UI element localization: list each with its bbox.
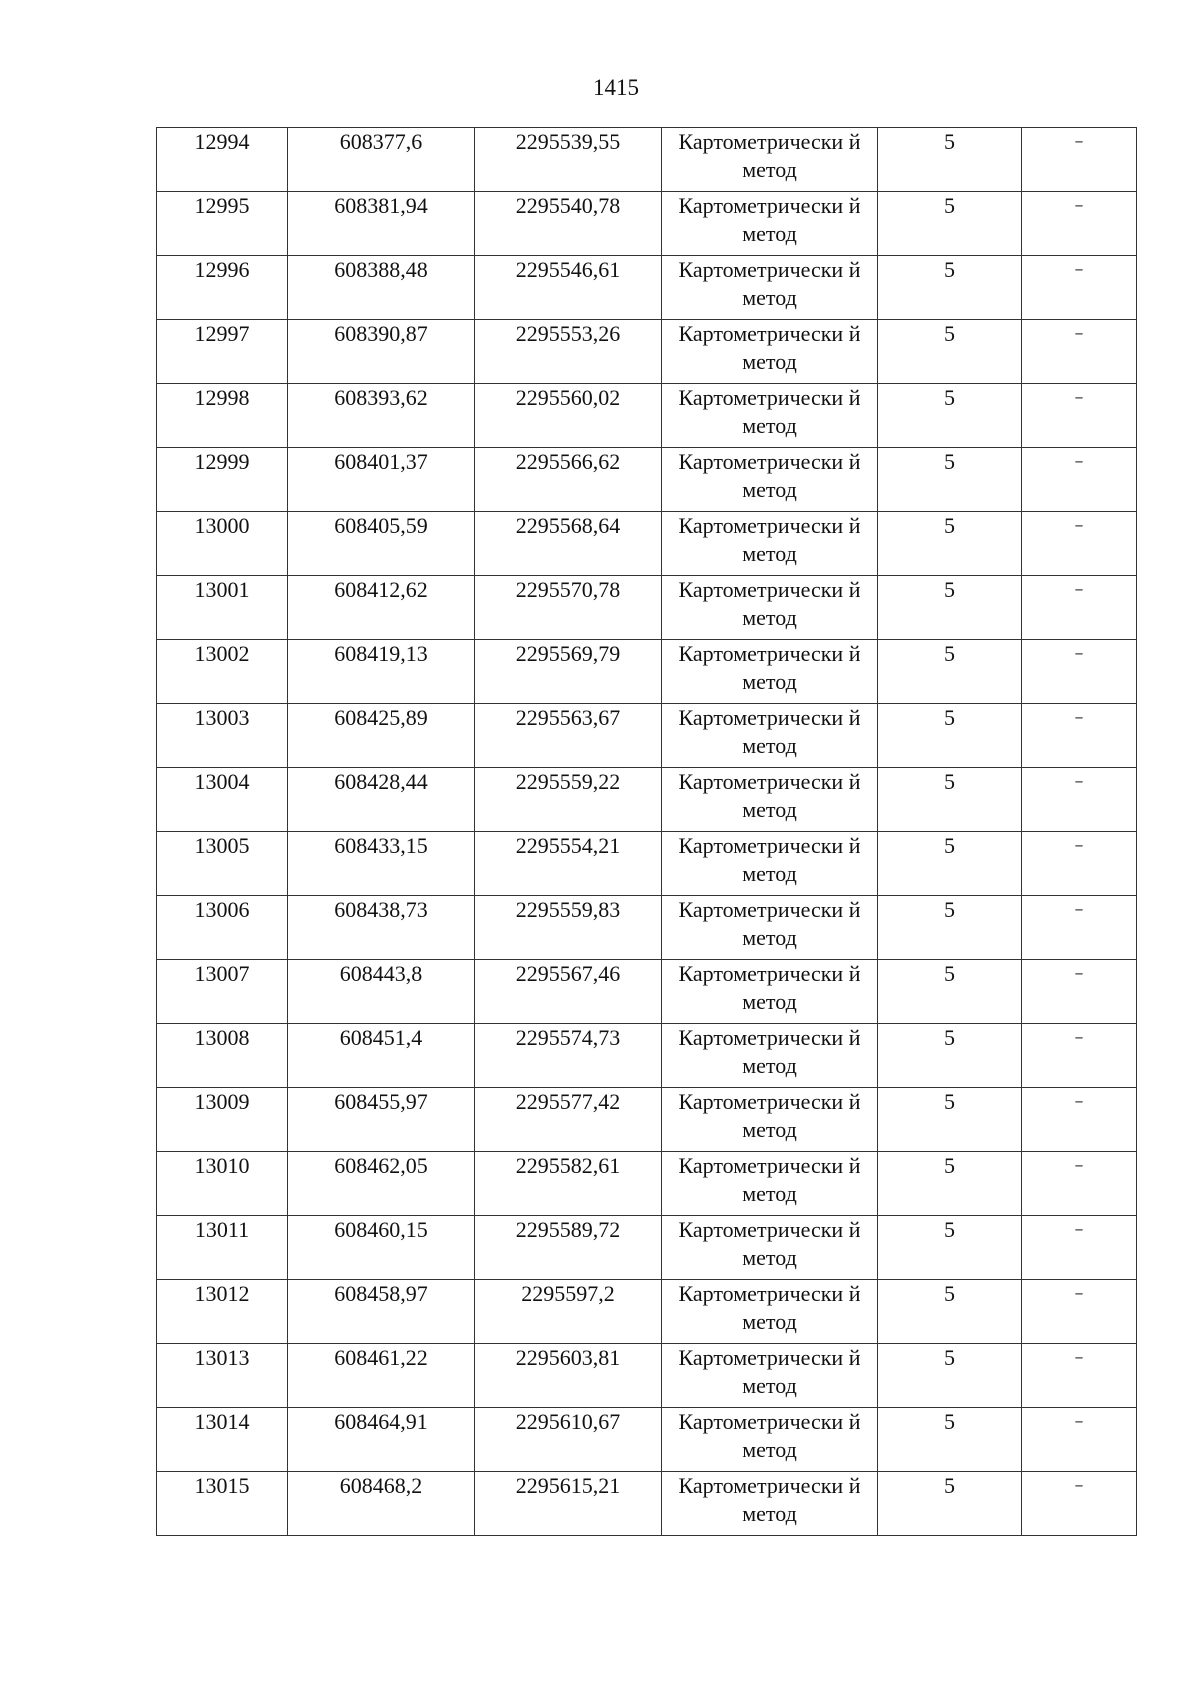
y-coordinate-cell — [475, 640, 662, 704]
note-cell — [1022, 192, 1137, 256]
method-cell — [662, 1088, 878, 1152]
point-number: 12994 — [194, 129, 250, 154]
x-coordinate: 608468,2 — [339, 1473, 423, 1498]
note-cell — [1022, 320, 1137, 384]
note: – — [1074, 515, 1084, 536]
y-coordinate-cell — [475, 1344, 662, 1408]
method: Картометрически й метод — [678, 833, 861, 886]
x-coordinate: 608455,97 — [334, 1089, 428, 1114]
point-number: 12999 — [194, 449, 250, 474]
x-coordinate-cell — [288, 256, 475, 320]
x-coordinate-cell — [288, 576, 475, 640]
method-cell — [662, 1024, 878, 1088]
y-coordinate-cell — [475, 1216, 662, 1280]
x-coordinate-cell — [288, 448, 475, 512]
note-cell — [1022, 960, 1137, 1024]
x-coordinate-cell — [288, 320, 475, 384]
y-coordinate-cell — [475, 896, 662, 960]
note-cell — [1022, 576, 1137, 640]
page-number: 1415 — [593, 75, 639, 100]
method: Картометрически й метод — [678, 1025, 861, 1078]
point-number: 13005 — [194, 833, 250, 858]
point-number-cell — [157, 1216, 288, 1280]
note-cell — [1022, 832, 1137, 896]
y-coordinate-cell — [475, 768, 662, 832]
y-coordinate: 2295553,26 — [515, 321, 621, 346]
x-coordinate: 608377,6 — [339, 129, 423, 154]
x-coordinate: 608461,22 — [334, 1345, 428, 1370]
y-coordinate-cell — [475, 1408, 662, 1472]
accuracy-cell — [878, 896, 1022, 960]
y-coordinate: 2295589,72 — [515, 1217, 621, 1242]
point-number-cell — [157, 128, 288, 192]
y-coordinate-cell — [475, 448, 662, 512]
table-row — [157, 640, 1137, 704]
point-number-cell — [157, 320, 288, 384]
method: Картометрически й метод — [678, 257, 861, 310]
accuracy-cell — [878, 1088, 1022, 1152]
accuracy-cell — [878, 704, 1022, 768]
point-number: 13009 — [194, 1089, 250, 1114]
table-body — [157, 128, 1137, 1536]
x-coordinate: 608405,59 — [334, 513, 428, 538]
accuracy: 5 — [944, 1089, 955, 1114]
method-cell — [662, 896, 878, 960]
table-row — [157, 1024, 1137, 1088]
point-number: 12995 — [194, 193, 250, 218]
method-cell — [662, 640, 878, 704]
y-coordinate: 2295610,67 — [515, 1409, 621, 1434]
y-coordinate-cell — [475, 1152, 662, 1216]
y-coordinate-cell — [475, 1472, 662, 1536]
note-cell — [1022, 1152, 1137, 1216]
method: Картометрически й метод — [678, 961, 861, 1014]
y-coordinate-cell — [475, 960, 662, 1024]
y-coordinate: 2295569,79 — [515, 641, 621, 666]
y-coordinate: 2295615,21 — [515, 1473, 621, 1498]
note: – — [1074, 1411, 1084, 1432]
method: Картометрически й метод — [678, 1473, 861, 1526]
y-coordinate: 2295559,83 — [515, 897, 621, 922]
point-number-cell — [157, 1152, 288, 1216]
x-coordinate-cell — [288, 1152, 475, 1216]
method-cell — [662, 704, 878, 768]
note-cell — [1022, 512, 1137, 576]
note: – — [1074, 1347, 1084, 1368]
x-coordinate-cell — [288, 384, 475, 448]
method: Картометрически й метод — [678, 1089, 861, 1142]
method: Картометрически й метод — [678, 1409, 861, 1462]
table-row — [157, 256, 1137, 320]
note-cell — [1022, 1088, 1137, 1152]
table-row — [157, 832, 1137, 896]
accuracy: 5 — [944, 1473, 955, 1498]
accuracy-cell — [878, 512, 1022, 576]
point-number-cell — [157, 640, 288, 704]
accuracy-cell — [878, 192, 1022, 256]
accuracy-cell — [878, 1408, 1022, 1472]
method-cell — [662, 448, 878, 512]
point-number: 13007 — [194, 961, 250, 986]
y-coordinate-cell — [475, 512, 662, 576]
point-number: 13001 — [194, 577, 250, 602]
x-coordinate-cell — [288, 512, 475, 576]
accuracy: 5 — [944, 1281, 955, 1306]
y-coordinate-cell — [475, 832, 662, 896]
note: – — [1074, 707, 1084, 728]
x-coordinate-cell — [288, 192, 475, 256]
accuracy: 5 — [944, 1025, 955, 1050]
method-cell — [662, 320, 878, 384]
table-row — [157, 576, 1137, 640]
accuracy-cell — [878, 384, 1022, 448]
x-coordinate-cell — [288, 768, 475, 832]
accuracy-cell — [878, 1280, 1022, 1344]
table-row — [157, 384, 1137, 448]
point-number: 13012 — [194, 1281, 250, 1306]
note: – — [1074, 387, 1084, 408]
point-number-cell — [157, 704, 288, 768]
accuracy: 5 — [944, 705, 955, 730]
x-coordinate-cell — [288, 128, 475, 192]
point-number-cell — [157, 512, 288, 576]
point-number: 13004 — [194, 769, 250, 794]
x-coordinate: 608390,87 — [334, 321, 428, 346]
table-row — [157, 448, 1137, 512]
y-coordinate: 2295570,78 — [515, 577, 621, 602]
note: – — [1074, 963, 1084, 984]
note-cell — [1022, 256, 1137, 320]
method: Картометрически й метод — [678, 193, 861, 246]
method: Картометрически й метод — [678, 449, 861, 502]
y-coordinate-cell — [475, 576, 662, 640]
point-number-cell — [157, 1280, 288, 1344]
note: – — [1074, 899, 1084, 920]
point-number: 13010 — [194, 1153, 250, 1178]
note: – — [1074, 1283, 1084, 1304]
table-row — [157, 1344, 1137, 1408]
accuracy-cell — [878, 640, 1022, 704]
x-coordinate-cell — [288, 832, 475, 896]
y-coordinate: 2295582,61 — [515, 1153, 621, 1178]
y-coordinate: 2295539,55 — [515, 129, 621, 154]
note: – — [1074, 579, 1084, 600]
note-cell — [1022, 128, 1137, 192]
method: Картометрически й метод — [678, 897, 861, 950]
x-coordinate: 608425,89 — [334, 705, 428, 730]
point-number: 13002 — [194, 641, 250, 666]
point-number-cell — [157, 1024, 288, 1088]
point-number: 13014 — [194, 1409, 250, 1434]
x-coordinate: 608388,48 — [334, 257, 428, 282]
method: Картометрически й метод — [678, 769, 861, 822]
accuracy: 5 — [944, 641, 955, 666]
y-coordinate-cell — [475, 1280, 662, 1344]
table-row — [157, 1472, 1137, 1536]
x-coordinate: 608412,62 — [334, 577, 428, 602]
point-number-cell — [157, 896, 288, 960]
method-cell — [662, 192, 878, 256]
method-cell — [662, 384, 878, 448]
accuracy-cell — [878, 256, 1022, 320]
y-coordinate: 2295568,64 — [515, 513, 621, 538]
note: – — [1074, 195, 1084, 216]
y-coordinate: 2295603,81 — [515, 1345, 621, 1370]
y-coordinate-cell — [475, 320, 662, 384]
accuracy-cell — [878, 576, 1022, 640]
table-row — [157, 128, 1137, 192]
note: – — [1074, 323, 1084, 344]
table-row — [157, 512, 1137, 576]
method: Картометрически й метод — [678, 1153, 861, 1206]
point-number: 12996 — [194, 257, 250, 282]
note: – — [1074, 1027, 1084, 1048]
note-cell — [1022, 1344, 1137, 1408]
point-number-cell — [157, 1472, 288, 1536]
x-coordinate: 608443,8 — [339, 961, 423, 986]
point-number: 13013 — [194, 1345, 250, 1370]
table-row — [157, 1152, 1137, 1216]
method: Картометрически й метод — [678, 321, 861, 374]
x-coordinate: 608393,62 — [334, 385, 428, 410]
note: – — [1074, 1475, 1084, 1496]
x-coordinate: 608464,91 — [334, 1409, 428, 1434]
table-row — [157, 704, 1137, 768]
y-coordinate-cell — [475, 1088, 662, 1152]
accuracy-cell — [878, 320, 1022, 384]
method: Картометрически й метод — [678, 513, 861, 566]
point-number-cell — [157, 768, 288, 832]
accuracy-cell — [878, 1024, 1022, 1088]
y-coordinate-cell — [475, 128, 662, 192]
y-coordinate-cell — [475, 384, 662, 448]
method: Картометрически й метод — [678, 1217, 861, 1270]
accuracy: 5 — [944, 129, 955, 154]
accuracy-cell — [878, 1344, 1022, 1408]
note-cell — [1022, 704, 1137, 768]
method: Картометрически й метод — [678, 705, 861, 758]
point-number-cell — [157, 448, 288, 512]
y-coordinate-cell — [475, 256, 662, 320]
accuracy: 5 — [944, 769, 955, 794]
method: Картометрически й метод — [678, 1281, 861, 1334]
x-coordinate: 608451,4 — [339, 1025, 423, 1050]
x-coordinate-cell — [288, 960, 475, 1024]
method: Картометрически й метод — [678, 129, 861, 182]
x-coordinate: 608438,73 — [334, 897, 428, 922]
accuracy-cell — [878, 1152, 1022, 1216]
method-cell — [662, 1344, 878, 1408]
x-coordinate: 608462,05 — [334, 1153, 428, 1178]
x-coordinate: 608381,94 — [334, 193, 428, 218]
note: – — [1074, 1219, 1084, 1240]
method-cell — [662, 1472, 878, 1536]
method-cell — [662, 256, 878, 320]
x-coordinate-cell — [288, 1088, 475, 1152]
coordinates-table — [156, 127, 1137, 1536]
x-coordinate-cell — [288, 704, 475, 768]
point-number: 12997 — [194, 321, 250, 346]
y-coordinate-cell — [475, 1024, 662, 1088]
note-cell — [1022, 1024, 1137, 1088]
method-cell — [662, 576, 878, 640]
method-cell — [662, 1280, 878, 1344]
x-coordinate-cell — [288, 1472, 475, 1536]
point-number-cell — [157, 832, 288, 896]
point-number-cell — [157, 960, 288, 1024]
table-row — [157, 1280, 1137, 1344]
y-coordinate-cell — [475, 704, 662, 768]
method-cell — [662, 768, 878, 832]
x-coordinate-cell — [288, 1280, 475, 1344]
accuracy: 5 — [944, 1409, 955, 1434]
x-coordinate-cell — [288, 1408, 475, 1472]
point-number-cell — [157, 384, 288, 448]
accuracy-cell — [878, 448, 1022, 512]
method-cell — [662, 832, 878, 896]
x-coordinate: 608428,44 — [334, 769, 428, 794]
note-cell — [1022, 1216, 1137, 1280]
method-cell — [662, 128, 878, 192]
note: – — [1074, 1091, 1084, 1112]
x-coordinate-cell — [288, 1344, 475, 1408]
accuracy-cell — [878, 960, 1022, 1024]
y-coordinate: 2295597,2 — [521, 1281, 615, 1306]
table-row — [157, 1408, 1137, 1472]
x-coordinate: 608419,13 — [334, 641, 428, 666]
note-cell — [1022, 1280, 1137, 1344]
point-number-cell — [157, 1088, 288, 1152]
method-cell — [662, 1408, 878, 1472]
accuracy: 5 — [944, 257, 955, 282]
method-cell — [662, 960, 878, 1024]
y-coordinate: 2295546,61 — [515, 257, 621, 282]
accuracy: 5 — [944, 961, 955, 986]
method: Картометрически й метод — [678, 385, 861, 438]
point-number-cell — [157, 1408, 288, 1472]
x-coordinate-cell — [288, 896, 475, 960]
note: – — [1074, 1155, 1084, 1176]
accuracy: 5 — [944, 513, 955, 538]
accuracy-cell — [878, 832, 1022, 896]
point-number: 13000 — [194, 513, 250, 538]
y-coordinate: 2295560,02 — [515, 385, 621, 410]
point-number-cell — [157, 576, 288, 640]
y-coordinate: 2295566,62 — [515, 449, 621, 474]
point-number: 13011 — [194, 1217, 250, 1242]
note-cell — [1022, 448, 1137, 512]
point-number: 13003 — [194, 705, 250, 730]
x-coordinate-cell — [288, 640, 475, 704]
accuracy: 5 — [944, 577, 955, 602]
note-cell — [1022, 384, 1137, 448]
point-number: 13006 — [194, 897, 250, 922]
accuracy-cell — [878, 1216, 1022, 1280]
x-coordinate: 608460,15 — [334, 1217, 428, 1242]
x-coordinate-cell — [288, 1024, 475, 1088]
accuracy-cell — [878, 128, 1022, 192]
accuracy: 5 — [944, 321, 955, 346]
note: – — [1074, 835, 1084, 856]
y-coordinate: 2295574,73 — [515, 1025, 621, 1050]
point-number: 12998 — [194, 385, 250, 410]
y-coordinate: 2295567,46 — [515, 961, 621, 986]
accuracy: 5 — [944, 1153, 955, 1178]
accuracy-cell — [878, 768, 1022, 832]
table-row — [157, 1216, 1137, 1280]
method-cell — [662, 1216, 878, 1280]
point-number: 13008 — [194, 1025, 250, 1050]
method: Картометрически й метод — [678, 1345, 861, 1398]
y-coordinate: 2295563,67 — [515, 705, 621, 730]
point-number-cell — [157, 256, 288, 320]
y-coordinate: 2295577,42 — [515, 1089, 621, 1114]
y-coordinate-cell — [475, 192, 662, 256]
accuracy: 5 — [944, 193, 955, 218]
note: – — [1074, 259, 1084, 280]
note-cell — [1022, 640, 1137, 704]
y-coordinate: 2295559,22 — [515, 769, 621, 794]
note-cell — [1022, 1472, 1137, 1536]
accuracy: 5 — [944, 1345, 955, 1370]
x-coordinate: 608401,37 — [334, 449, 428, 474]
accuracy: 5 — [944, 1217, 955, 1242]
method-cell — [662, 512, 878, 576]
table-row — [157, 320, 1137, 384]
method: Картометрически й метод — [678, 641, 861, 694]
accuracy: 5 — [944, 833, 955, 858]
note-cell — [1022, 896, 1137, 960]
table-row — [157, 192, 1137, 256]
accuracy: 5 — [944, 449, 955, 474]
note-cell — [1022, 768, 1137, 832]
accuracy-cell — [878, 1472, 1022, 1536]
table-row — [157, 1088, 1137, 1152]
note: – — [1074, 771, 1084, 792]
accuracy: 5 — [944, 897, 955, 922]
point-number-cell — [157, 1344, 288, 1408]
note: – — [1074, 451, 1084, 472]
y-coordinate: 2295554,21 — [515, 833, 621, 858]
x-coordinate: 608458,97 — [334, 1281, 428, 1306]
note: – — [1074, 643, 1084, 664]
x-coordinate-cell — [288, 1216, 475, 1280]
table-row — [157, 768, 1137, 832]
x-coordinate: 608433,15 — [334, 833, 428, 858]
point-number-cell — [157, 192, 288, 256]
method-cell — [662, 1152, 878, 1216]
note-cell — [1022, 1408, 1137, 1472]
method: Картометрически й метод — [678, 577, 861, 630]
point-number: 13015 — [194, 1473, 250, 1498]
table-row — [157, 896, 1137, 960]
y-coordinate: 2295540,78 — [515, 193, 621, 218]
table-row — [157, 960, 1137, 1024]
note: – — [1074, 131, 1084, 152]
accuracy: 5 — [944, 385, 955, 410]
